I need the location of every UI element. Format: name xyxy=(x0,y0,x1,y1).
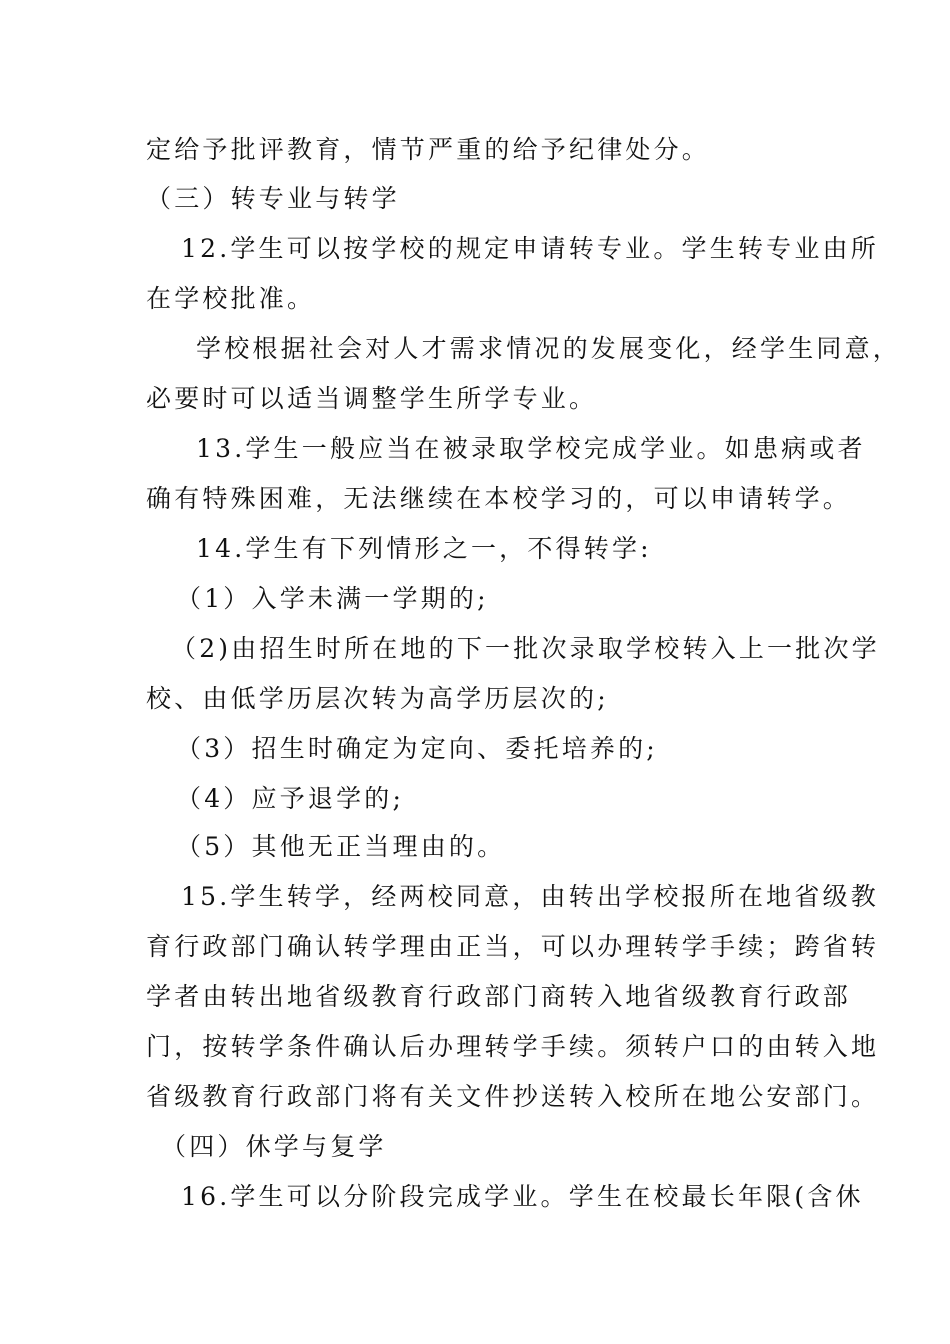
list-item: 校、由低学历层次转为高学历层次的; xyxy=(146,684,609,713)
paragraph-line: 14.学生有下列情形之一，不得转学: xyxy=(196,534,652,563)
paragraph-line: 学校根据社会对人才需求情况的发展变化，经学生同意， xyxy=(196,334,902,363)
section-heading: （三）转专业与转学 xyxy=(146,184,400,213)
paragraph-line: 12.学生可以按学校的规定申请转专业。学生转专业由所 xyxy=(181,234,879,263)
paragraph-line: 必要时可以适当调整学生所学专业。 xyxy=(146,384,598,413)
paragraph-line: 省级教育行政部门将有关文件抄送转入校所在地公安部门。 xyxy=(146,1082,880,1111)
paragraph-line: 16.学生可以分阶段完成学业。学生在校最长年限(含休 xyxy=(181,1182,864,1211)
paragraph-line: 育行政部门确认转学理由正当，可以办理转学手续；跨省转 xyxy=(146,932,880,961)
list-item: （1）入学未满一学期的; xyxy=(176,584,489,613)
paragraph-line: 定给予批评教育，情节严重的给予纪律处分。 xyxy=(146,135,711,164)
section-heading: （四）休学与复学 xyxy=(161,1132,387,1161)
paragraph-line: 在学校批准。 xyxy=(146,284,316,313)
paragraph-line: 13.学生一般应当在被录取学校完成学业。如患病或者 xyxy=(196,434,866,463)
list-item: （5）其他无正当理由的。 xyxy=(176,832,506,861)
paragraph-line: 学者由转出地省级教育行政部门商转入地省级教育行政部 xyxy=(146,982,852,1011)
paragraph-line: 15.学生转学，经两校同意，由转出学校报所在地省级教 xyxy=(181,882,879,911)
list-item: （2)由招生时所在地的下一批次录取学校转入上一批次学 xyxy=(171,634,880,663)
list-item: （3）招生时确定为定向、委托培养的; xyxy=(176,734,658,763)
paragraph-line: 确有特殊困难，无法继续在本校学习的，可以申请转学。 xyxy=(146,484,852,513)
list-item: （4）应予退学的; xyxy=(176,784,405,813)
paragraph-line: 门，按转学条件确认后办理转学手续。须转户口的由转入地 xyxy=(146,1032,880,1061)
